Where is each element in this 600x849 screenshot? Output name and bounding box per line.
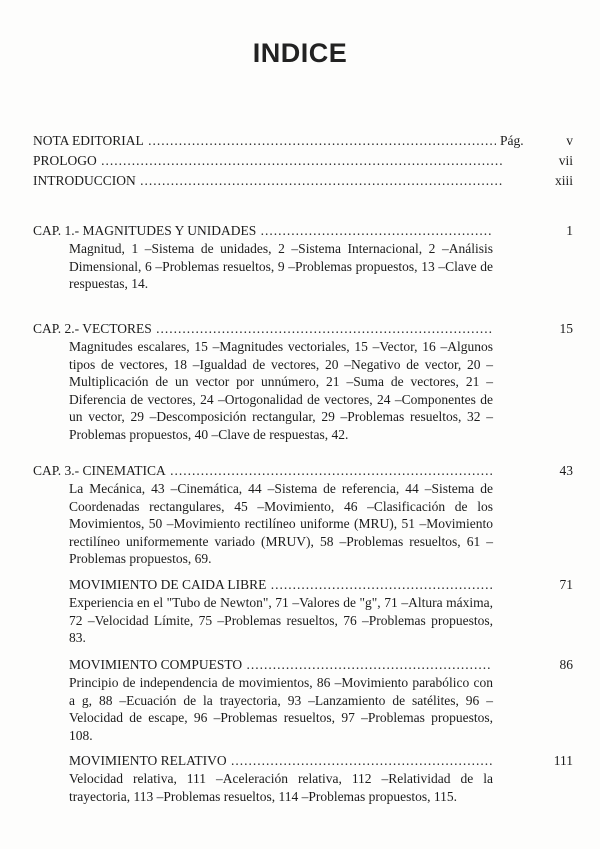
toc-chapter-page: 15 (559, 321, 573, 336)
toc-entry-prologo[interactable] (33, 152, 573, 170)
toc-entry-introduccion[interactable] (33, 172, 573, 190)
toc-chapter-heading (33, 222, 573, 240)
toc-chapter-2[interactable] (33, 320, 573, 443)
toc-section-title: MOVIMIENTO DE CAIDA LIBRE ..... (69, 576, 492, 594)
toc-entry-page: v (566, 133, 573, 148)
toc-chapter-description: Magnitudes escalares, 15 –Magnitudes vectoriales, 15 –Vector, 16 –Algunos tipos de vectores, 18 –Igualdad de vectores, 20 –Negativo de vector, 20 –Multiplicación de un vector por unnúmero, 21 –Suma de vectores, 21 –Diferencia de vectores, 24 –Ortogonalidad de vectores, 24 –Componentes de un vector, 29 –Descomposición rectangular, 29 –Problemas resueltos, 32 –Problemas propuestos, 40 –Clave de respuestas, 42. (69, 339, 493, 442)
toc-entry-label: NOTA EDITORIAL ..... (33, 132, 503, 150)
toc-section-title: MOVIMIENTO COMPUESTO ..... (69, 656, 492, 674)
toc-section-movimiento-compuesto[interactable] (69, 656, 573, 744)
toc-entry-label: PROLOGO ..... (33, 152, 503, 170)
toc-section-heading (69, 656, 573, 674)
toc-section-description: Experiencia en el "Tubo de Newton", 71 –Valores de "g", 71 –Altura máxima, 72 –Velocidad Límite, 75 –Problemas resueltos, 76 –Problemas propuestos, 83. (69, 595, 493, 645)
toc-chapter-description: Magnitud, 1 –Sistema de unidades, 2 –Sistema Internacional, 2 –Análisis Dimensional, 6 –Problemas resueltos, 9 –Problemas propuestos, 13 –Clave de respuestas, 14. (69, 241, 493, 291)
toc-chapter-3[interactable] (33, 462, 573, 568)
toc-section-page: 71 (559, 577, 573, 592)
toc-chapter-heading (33, 320, 573, 338)
toc-section-title: MOVIMIENTO RELATIVO ..... (69, 752, 492, 770)
toc-section-caida-libre[interactable] (69, 576, 573, 647)
page-column-header: Pág. (496, 132, 524, 150)
toc-entry-page: vii (558, 153, 573, 168)
toc-chapter-page: 1 (566, 223, 573, 238)
toc-entry-nota-editorial[interactable] (33, 132, 573, 150)
toc-section-heading (69, 752, 573, 770)
toc-section-movimiento-relativo[interactable] (69, 752, 573, 805)
toc-entry-label: INTRODUCCION ..... (33, 172, 503, 190)
toc-chapter-1[interactable] (33, 222, 573, 293)
toc-section-page: 86 (559, 657, 573, 672)
toc-chapter-title: CAP. 3.- CINEMATICA ..... (33, 462, 493, 480)
toc-section-description: Principio de independencia de movimientos, 86 –Movimiento parabólico con a g, 88 –Ecuación de la trayectoria, 93 –Lanzamiento de satélites, 96 –Velocidad de escape, 96 –Problemas resueltos, 97 –Problemas propuestos, 108. (69, 675, 493, 743)
toc-entry-page: xiii (554, 173, 573, 188)
toc-chapter-title: CAP. 2.- VECTORES ..... (33, 320, 493, 338)
toc-chapter-heading (33, 462, 573, 480)
toc-chapter-title: CAP. 1.- MAGNITUDES Y UNIDADES ..... (33, 222, 493, 240)
toc-section-page: 111 (553, 753, 573, 768)
toc-chapter-page: 43 (559, 463, 573, 478)
toc-section-heading (69, 576, 573, 594)
toc-chapter-description: La Mecánica, 43 –Cinemática, 44 –Sistema de referencia, 44 –Sistema de Coordenadas rectangulares, 45 –Movimiento, 46 –Clasificación de los Movimientos, 50 –Movimiento rectilíneo uniforme (MRU), 51 –Movimiento rectilíneo uniformemente variado (MRUV), 58 –Problemas resueltos, 61 –Problemas propuestos, 69. (69, 481, 493, 566)
page-title: INDICE (252, 38, 348, 68)
toc-section-description: Velocidad relativa, 111 –Aceleración relativa, 112 –Relatividad de la trayectoria, 113 –Problemas resueltos, 114 –Problemas propuestos, 115. (69, 771, 493, 804)
